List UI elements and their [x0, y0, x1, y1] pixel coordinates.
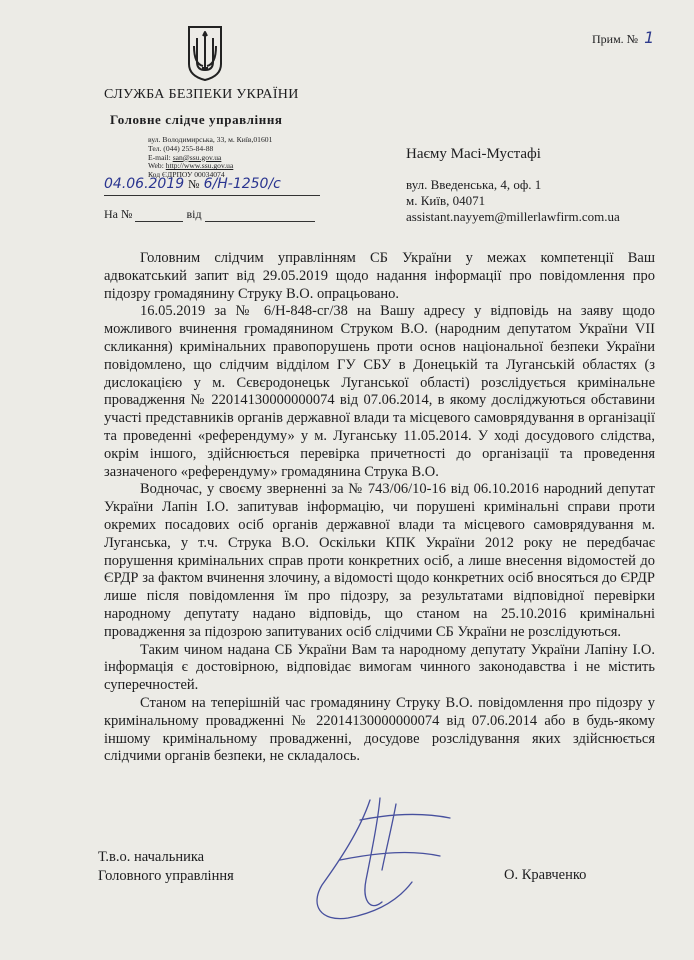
outgoing-registration: [104, 176, 281, 192]
org-contacts: [148, 136, 272, 180]
org-subdivision: Головне слідче управління: [110, 112, 283, 127]
body-paragraph: 16.05.2019 за № 6/Н-848-сг/38 на Вашу адресу у відповідь на заяву щодо можливого вчинення громадянином Струком В.О. (народним депутатом України VII скликання) кримінальних правопорушень проти основ національної безпеки України повідомлено, що слідчим відділом ГУ СБУ в Донецькій та Луганській областях (з дислокацією у м. Сєвєродонецьк Луганської області) розслідується кримінальне провадження № 22014130000000074 від 07.06.2014, в якому досліджуються обставини участі представників органів державної влади та місцевого самоврядування в організації та проведенні «референдуму» у м. Луганську 11.05.2014. У ході досудового слідства, окрім іншого, здійснюється перевірка причетності до організації та проведення зазначеного «референдуму» громадянина Струка В.О.: [104, 303, 655, 480]
outgoing-no-label: №: [188, 177, 200, 191]
org-edrpou: Код ЄДРПОУ 00034074: [148, 170, 225, 180]
incoming-reference: [104, 207, 315, 222]
registration-underline: [104, 195, 320, 196]
annex-note: [592, 28, 654, 47]
incoming-date-blank: [205, 209, 315, 222]
annex-label: Прим. №: [592, 32, 639, 46]
body-paragraph: Станом на теперішній час громадянину Струку В.О. повідомлення про підозру у кримінальному провадженні № 22014130000000074 від 07.06.2014 або в будь-якому іншому кримінальному провадженні, досудове розслідування яких здійснюється слідчими органів безпеки, не складалось.: [104, 694, 655, 765]
org-phone: Тел. (044) 255-84-88: [148, 143, 214, 153]
recipient-city: м. Київ, 04071: [406, 193, 486, 208]
body-paragraph: Таким чином надана СБ України Вам та народному депутату України Лапіну І.О. інформація є достовірною, відповідає вимогам чинного законодавства і не містить суперечностей.: [104, 641, 655, 694]
recipient-name: Наєму Масі-Мустафі: [406, 146, 541, 162]
signatory-position: [98, 848, 234, 886]
org-name: СЛУЖБА БЕЗПЕКИ УКРАЇНИ: [104, 87, 299, 102]
signer-name: О. Кравченко: [504, 867, 587, 883]
body-paragraph: Головним слідчим управлінням СБ України у межах компетенції Ваш адвокатський запит від 29.05.2019 щодо надання інформації про повідомлення про підозру громадянину Струку В.О. опрацьовано.: [104, 250, 655, 302]
recipient-email: assistant.nayyem@millerlawfirm.com.ua: [406, 209, 620, 224]
annex-number: 1: [644, 28, 655, 47]
incoming-no-label: На №: [104, 207, 133, 221]
incoming-number-blank: [135, 209, 183, 222]
web-label: Web:: [148, 161, 164, 171]
incoming-from-label: від: [186, 207, 202, 221]
handwritten-signature: [300, 790, 460, 930]
recipient-street: вул. Введенська, 4, оф. 1: [406, 177, 542, 192]
email-label: E-mail:: [148, 152, 171, 162]
org-web-link[interactable]: http://www.ssu.gov.ua: [165, 161, 234, 171]
org-address: вул. Володимирська, 33, м. Київ,01601: [148, 135, 273, 144]
trident-emblem-icon: [186, 24, 224, 82]
outgoing-number: 6/Н-1250/с: [203, 176, 281, 192]
position-line-1: Т.в.о. начальника: [98, 849, 205, 865]
org-email-link[interactable]: san@ssu.gov.ua: [172, 152, 222, 162]
recipient-block: [406, 146, 620, 225]
outgoing-date: 04.06.2019: [104, 176, 185, 192]
position-line-2: Головного управління: [98, 868, 234, 884]
body-paragraph: Водночас, у своєму зверненні за № 743/06/10-16 від 06.10.2016 народний депутат України Лапін І.О. запитував інформацію, чи порушені кримінальні справи проти окремих посадових осіб органів державної влади та місцевого самоврядування м. Луганська, у т.ч. Струка В.О. Оскільки КПК України 2012 року не передбачає порушення кримінальних справ проти конкретних осіб, а лише внесення відомостей до ЄРДР за фактом вчинення злочину, а відомості щодо конкретних осіб вносяться до ЄРДР лише після повідомлення їм про підозру, за результатами відповідної перевірки народному депутату надано відповідь, що станом на 25.10.2016 кримінальні провадження за підозрою запитуваних осіб слідчими СБ України не розслідуються.: [104, 481, 655, 640]
letter-body: [104, 250, 655, 766]
